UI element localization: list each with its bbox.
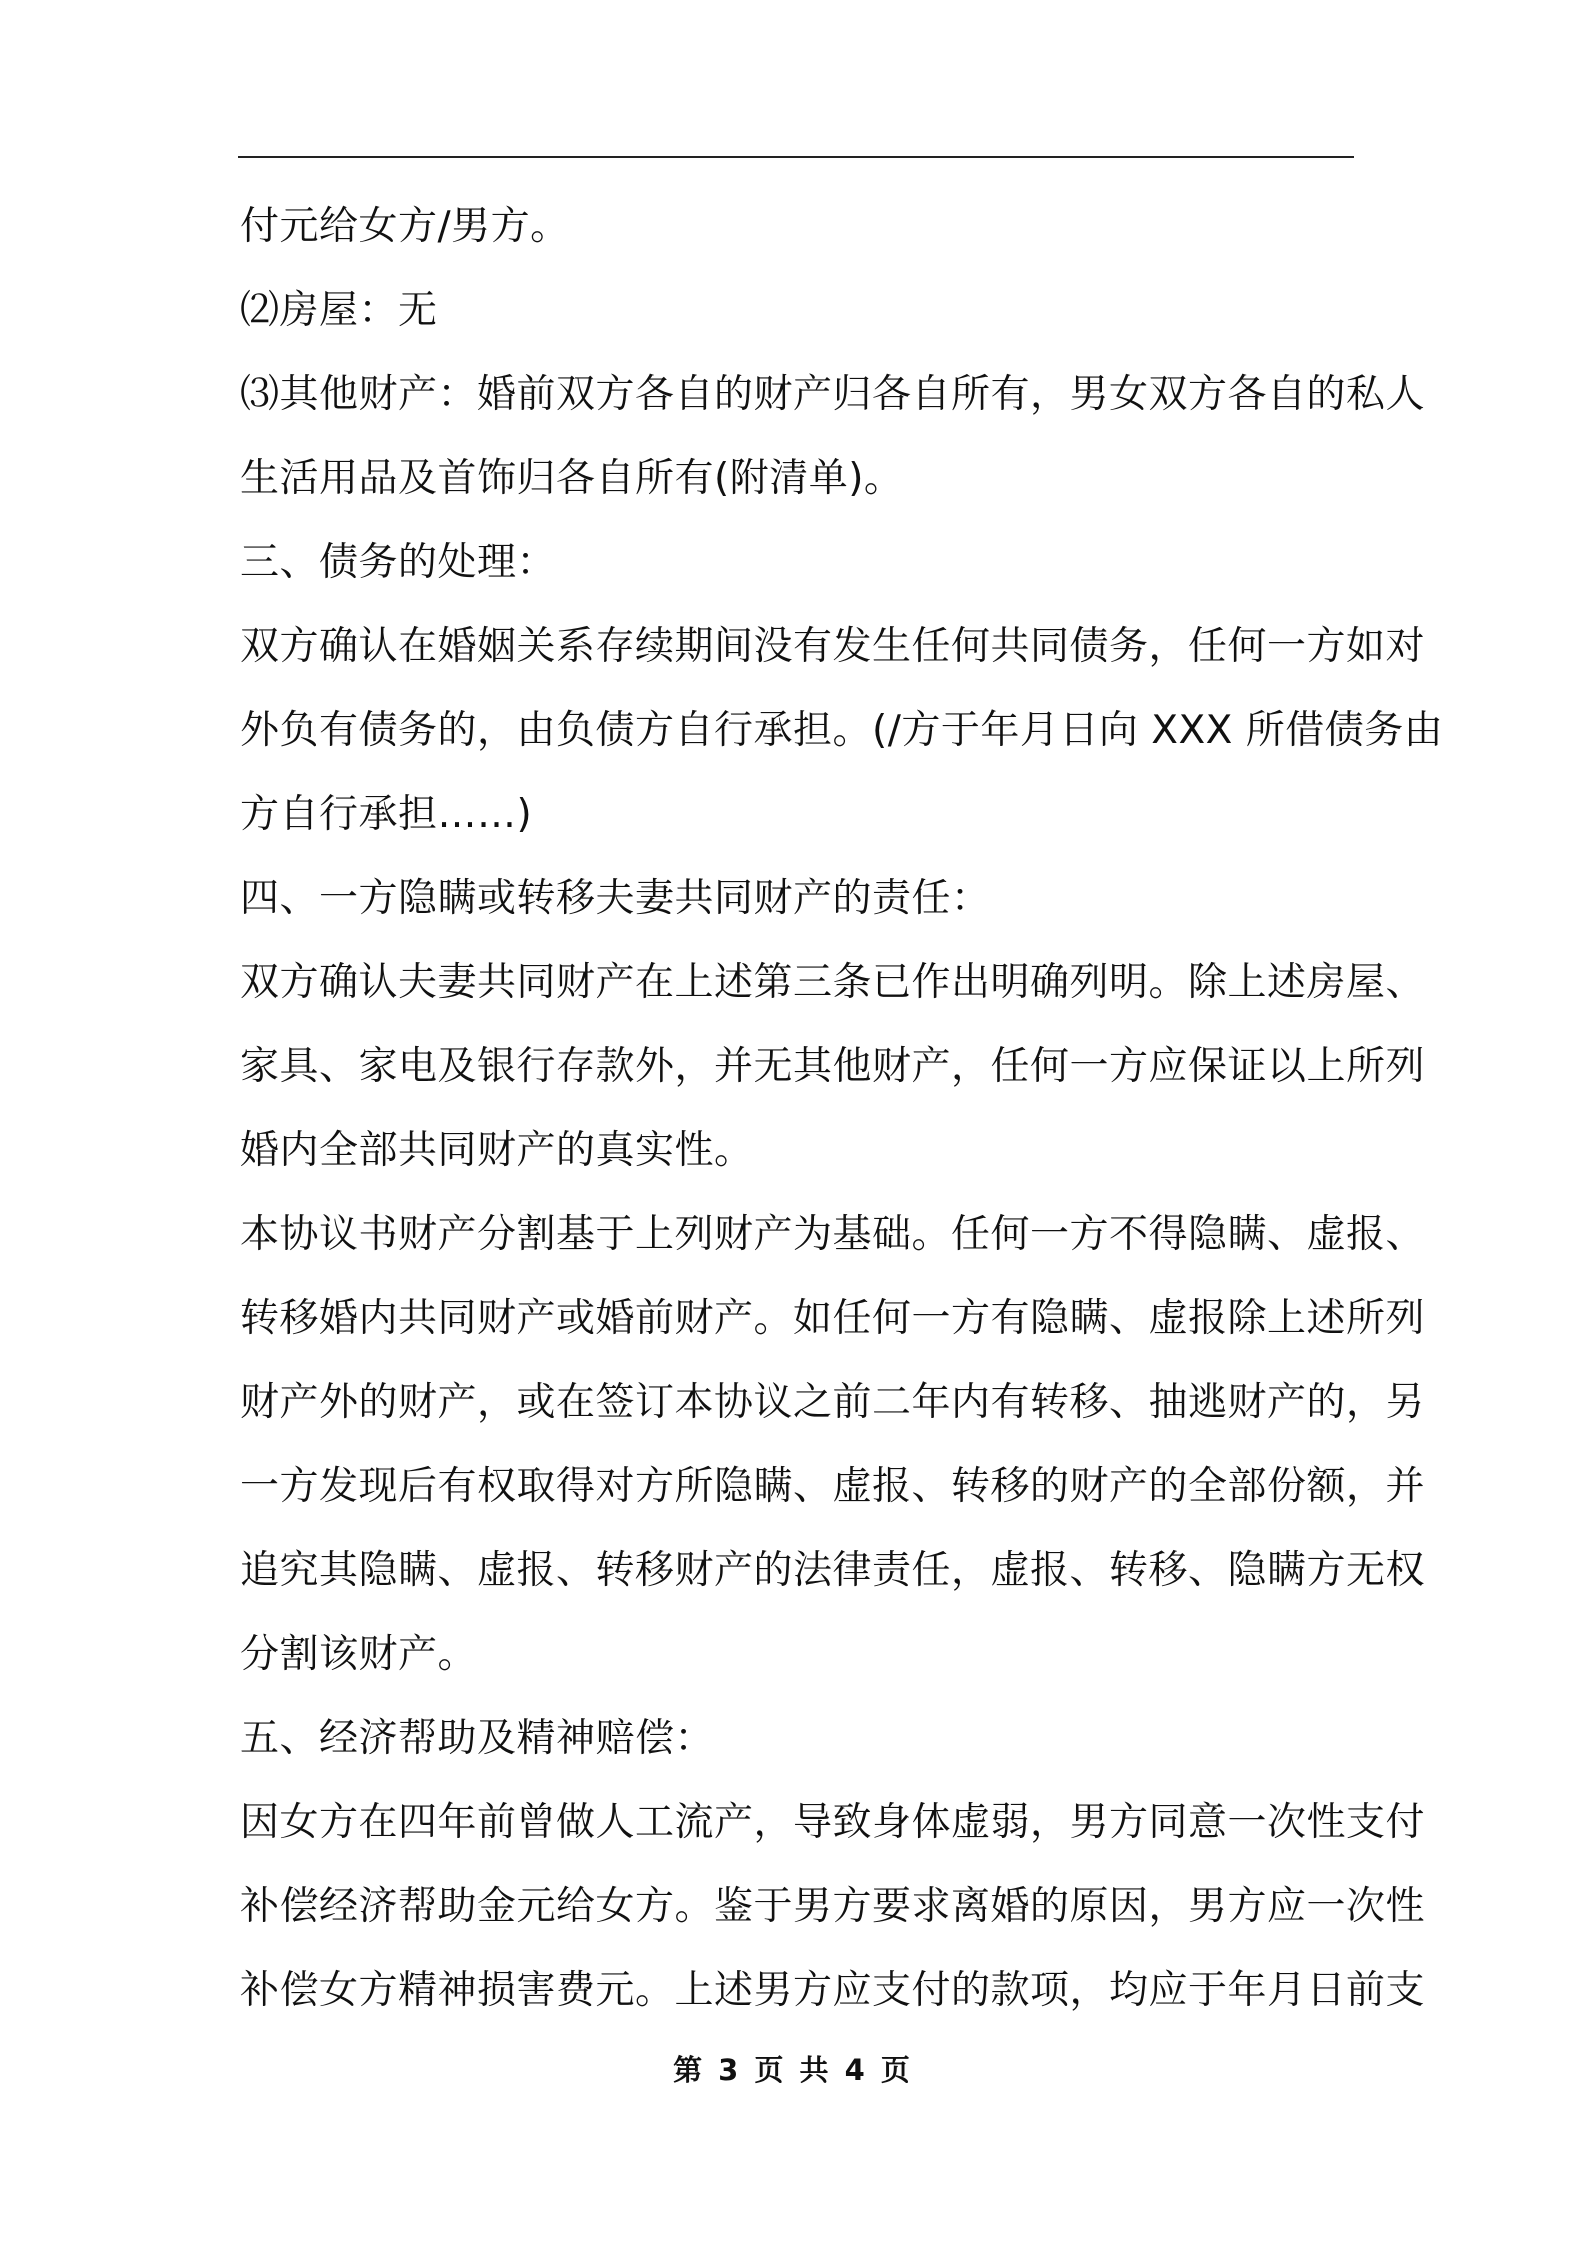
section-heading: 四、一方隐瞒或转移夫妻共同财产的责任： — [240, 876, 991, 921]
document-body — [240, 185, 1444, 2033]
text-line: 外负有债务的，由负债方自行承担。(/方于年月日向 XXX 所借债务由 — [240, 708, 1444, 753]
text-line: ⑵房屋：无 — [240, 288, 438, 333]
section-heading: 三、债务的处理： — [240, 540, 557, 585]
text-line: 因女方在四年前曾做人工流产，导致身体虚弱，男方同意一次性支付 — [240, 1800, 1426, 1845]
text-line: 付元给女方/男方。 — [240, 204, 570, 249]
text-line: 双方确认夫妻共同财产在上述第三条已作出明确列明。除上述房屋、 — [240, 960, 1426, 1005]
header-rule — [238, 156, 1354, 158]
text-line: 分割该财产。 — [240, 1632, 478, 1677]
page-number-footer: 第 3 页 共 4 页 — [673, 2053, 913, 2087]
text-line: 补偿女方精神损害费元。上述男方应支付的款项，均应于年月日前支 — [240, 1968, 1426, 2013]
text-line: 双方确认在婚姻关系存续期间没有发生任何共同债务，任何一方如对 — [240, 624, 1426, 669]
text-line: 追究其隐瞒、虚报、转移财产的法律责任，虚报、转移、隐瞒方无权 — [240, 1548, 1426, 1593]
text-line: 补偿经济帮助金元给女方。鉴于男方要求离婚的原因，男方应一次性 — [240, 1884, 1426, 1929]
text-line: 生活用品及首饰归各自所有(附清单)。 — [240, 456, 904, 501]
section-heading: 五、经济帮助及精神赔偿： — [240, 1716, 715, 1761]
text-line: 转移婚内共同财产或婚前财产。如任何一方有隐瞒、虚报除上述所列 — [240, 1296, 1426, 1341]
text-line: 家具、家电及银行存款外，并无其他财产，任何一方应保证以上所列 — [240, 1044, 1426, 1089]
text-line: 方自行承担……) — [240, 792, 533, 837]
text-line: 婚内全部共同财产的真实性。 — [240, 1128, 754, 1173]
text-line: ⑶其他财产：婚前双方各自的财产归各自所有，男女双方各自的私人 — [240, 372, 1426, 417]
text-line: 财产外的财产，或在签订本协议之前二年内有转移、抽逃财产的，另 — [240, 1380, 1426, 1425]
text-line: 本协议书财产分割基于上列财产为基础。任何一方不得隐瞒、虚报、 — [240, 1212, 1426, 1257]
text-line: 一方发现后有权取得对方所隐瞒、虚报、转移的财产的全部份额，并 — [240, 1464, 1426, 1509]
